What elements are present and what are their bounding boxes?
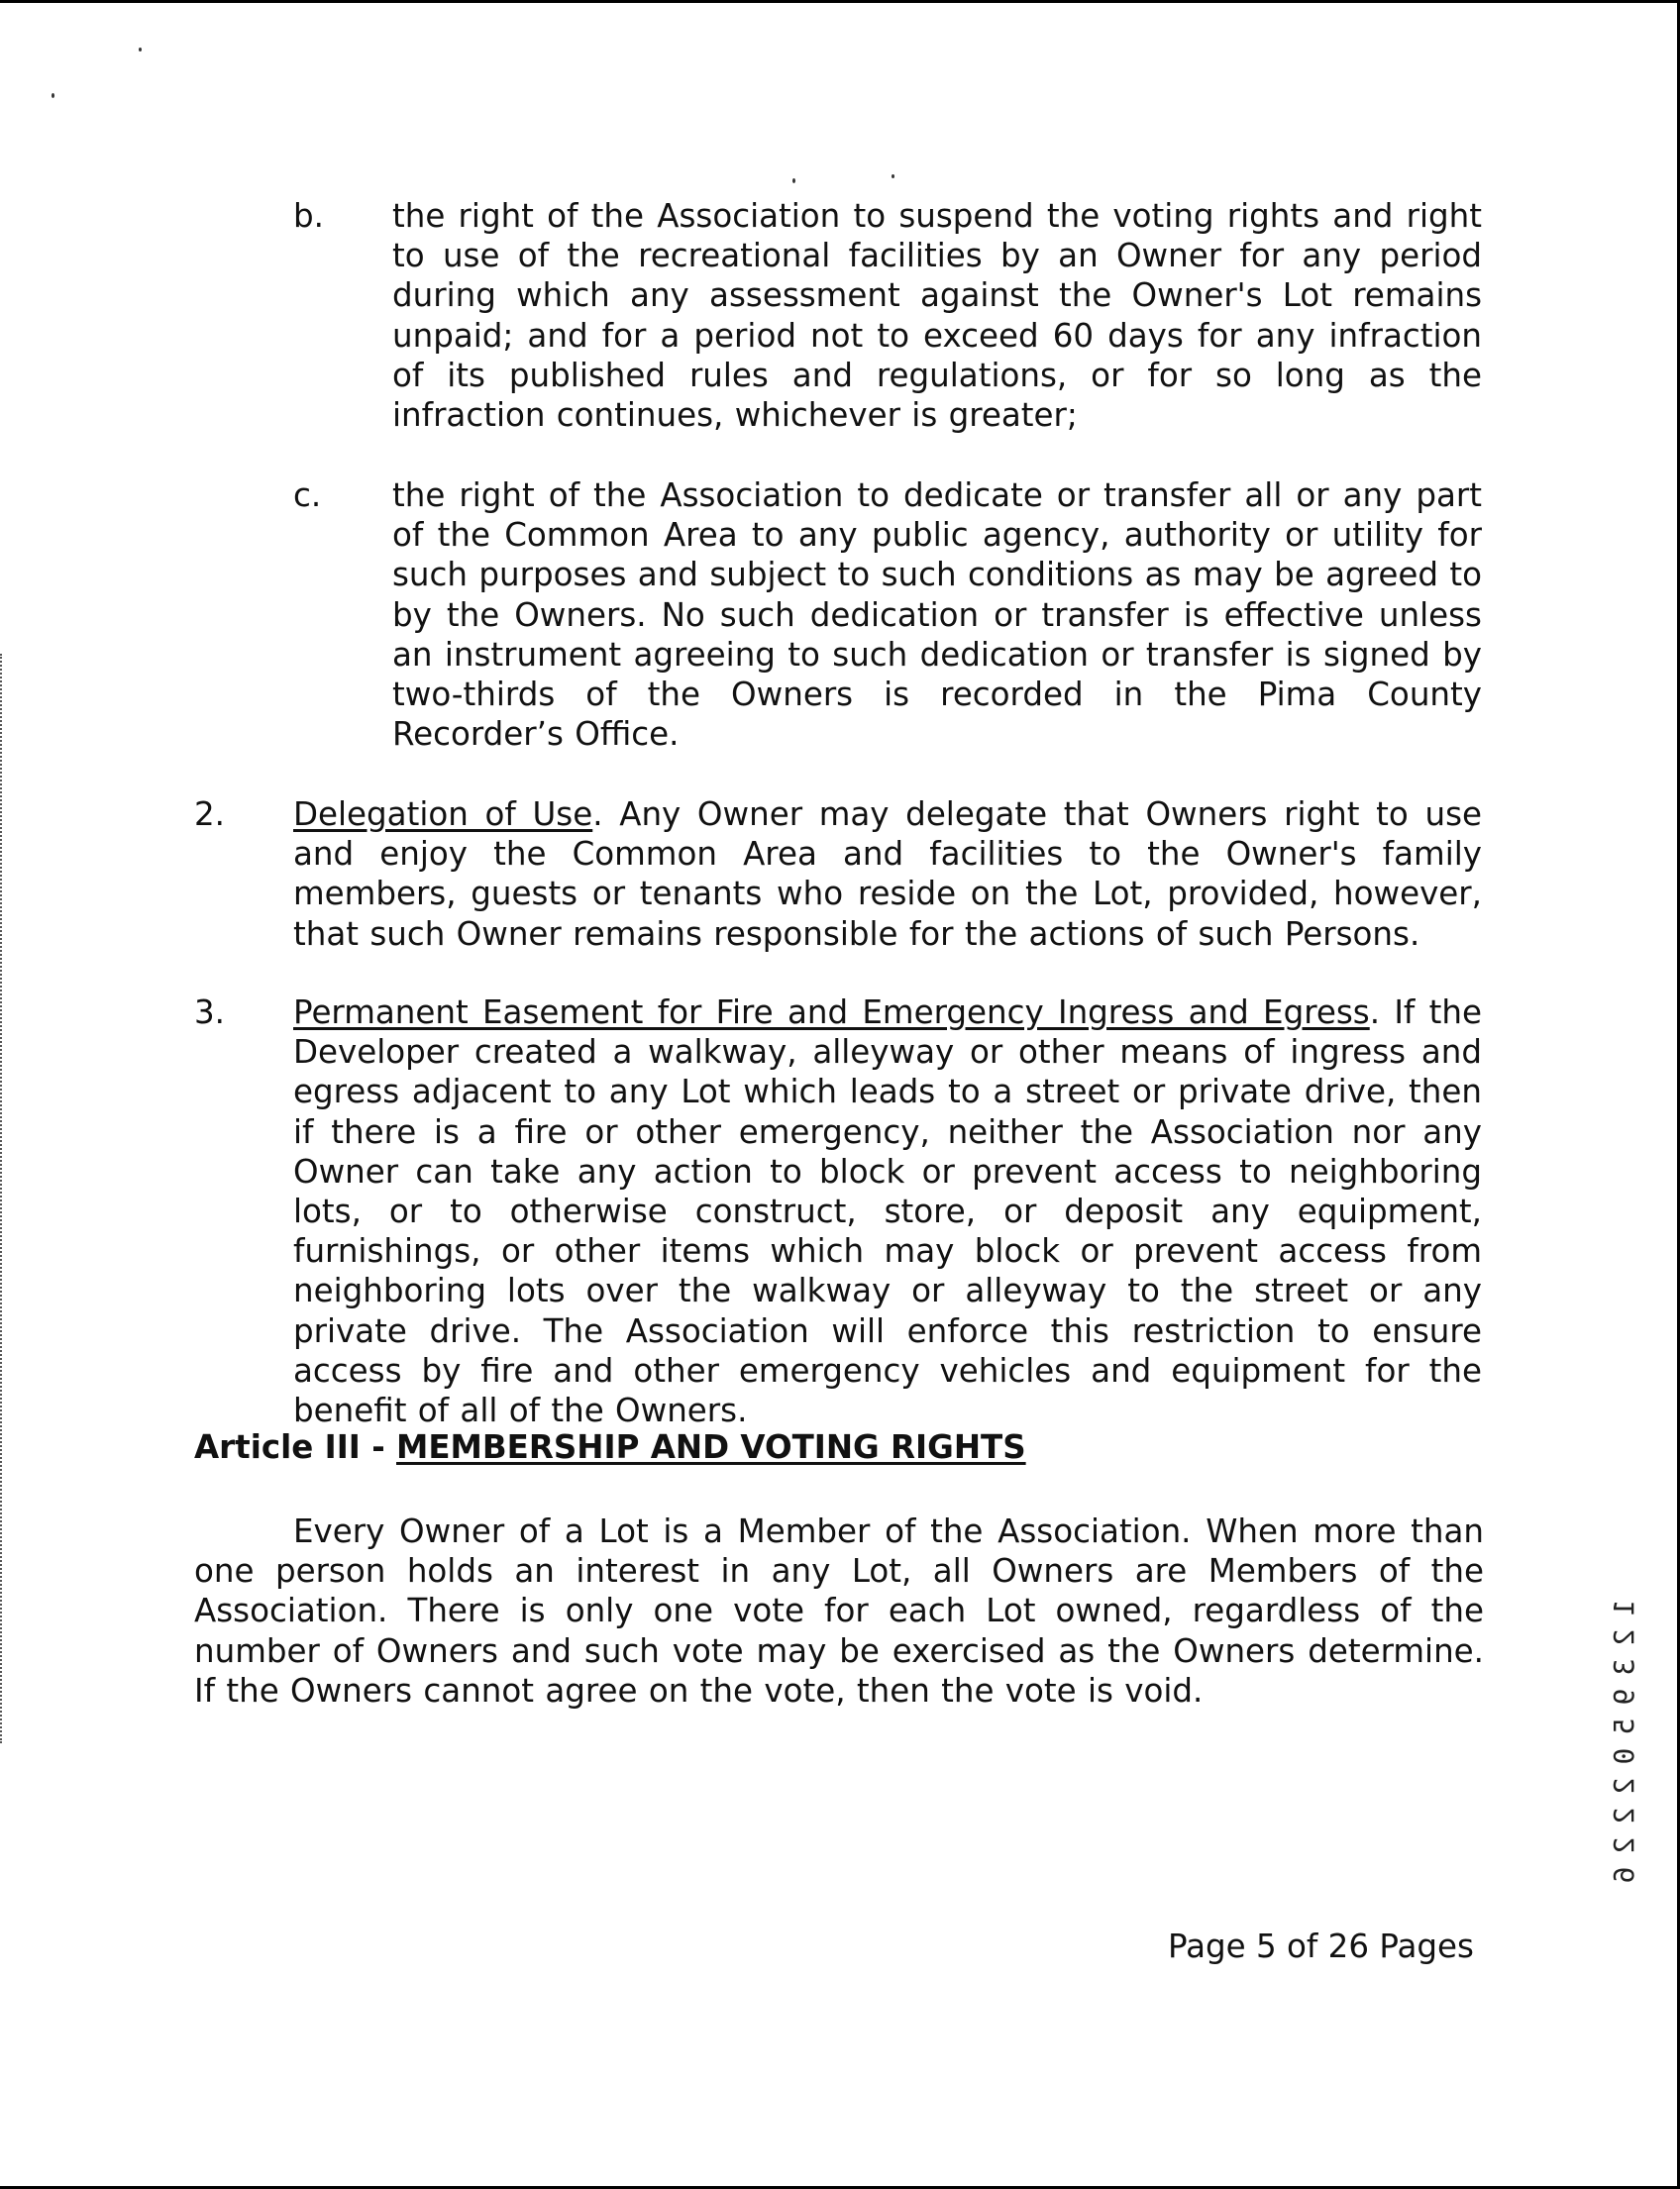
- page-number: Page 5 of 26 Pages: [1168, 1928, 1474, 1965]
- article-label: Article III -: [194, 1428, 397, 1466]
- stamp-digit: 2: [1608, 1777, 1640, 1795]
- list-item-text: the right of the Association to dedicate or transfer all or any part of the Common Area to any public agency, authority or utility for such purposes and subject to such conditions as may be agreed to by the Owners. No such dedication or transfer is effective unless an instrument agreeing to such dedication or transfer is signed by two-thirds of the Owners is recorded in the Pima County Recorder’s Office.: [392, 476, 1482, 754]
- scan-edge-marks: [0, 654, 5, 1743]
- stamp-digit: 2: [1608, 1628, 1640, 1646]
- section-heading: Permanent Easement for Fire and Emergency Ingress and Egress: [293, 993, 1370, 1031]
- recording-number-stamp: [1605, 1593, 1644, 1890]
- stamp-digit: 3: [1608, 1658, 1640, 1676]
- section-heading: Delegation of Use: [293, 795, 593, 833]
- stamp-digit: 1: [1608, 1599, 1640, 1616]
- article-title: MEMBERSHIP AND VOTING RIGHTS: [396, 1428, 1026, 1466]
- section-number: 2.: [194, 795, 226, 833]
- list-marker: b.: [293, 197, 324, 235]
- scan-speck: [792, 178, 795, 183]
- stamp-digit: 0: [1608, 1747, 1640, 1765]
- stamp-digit: 2: [1608, 1836, 1640, 1854]
- stamp-digit: 9: [1608, 1688, 1640, 1706]
- section-body: [293, 992, 1482, 1430]
- section-body: [293, 794, 1482, 954]
- list-item-text: the right of the Association to suspend the voting rights and right to use of the recreational facilities by an Owner for any period during which any assessment against the Owner's Lot remains unpaid; and for a period not to exceed 60 days for any infraction of its published rules and regulations, or for so long as the infraction continues, whichever is greater;: [392, 197, 1482, 435]
- section-text: . Any Owner may delegate that Owners right to use and enjoy the Common Area and facilities to the Owner's family members, guests or tenants who reside on the Lot, provided, however, that such Owner remains responsible for the actions of such Persons.: [293, 795, 1482, 953]
- scan-speck: [139, 48, 142, 52]
- article-heading: [194, 1428, 1026, 1466]
- stamp-digit: 6: [1608, 1866, 1640, 1884]
- scan-speck: [52, 93, 54, 98]
- stamp-digit: 2: [1608, 1807, 1640, 1824]
- stamp-digit: 5: [1608, 1718, 1640, 1735]
- list-marker: c.: [293, 476, 322, 514]
- scan-speck: [892, 174, 894, 178]
- section-text: . If the Developer created a walkway, alleyway or other means of ingress and egress adjacent to any Lot which leads to a street or private drive, then if there is a fire or other emergency, neither the Association nor any Owner can take any action to block or prevent access to neighboring lots, or to otherwise construct, store, or deposit any equipment, furnishings, or other items which may block or prevent access from neighboring lots over the walkway or alleyway to the street or any private drive. The Association will enforce this restriction to ensure access by fire and other emergency vehicles and equipment for the benefit of all of the Owners.: [293, 993, 1482, 1430]
- section-number: 3.: [194, 993, 226, 1031]
- article-body: Every Owner of a Lot is a Member of the Association. When more than one person holds an interest in any Lot, all Owners are Members of the Association. There is only one vote for each Lot owned, regardless of the number of Owners and such vote may be exercised as the Owners determine. If the Owners cannot agree on the vote, then the vote is void.: [194, 1512, 1484, 1710]
